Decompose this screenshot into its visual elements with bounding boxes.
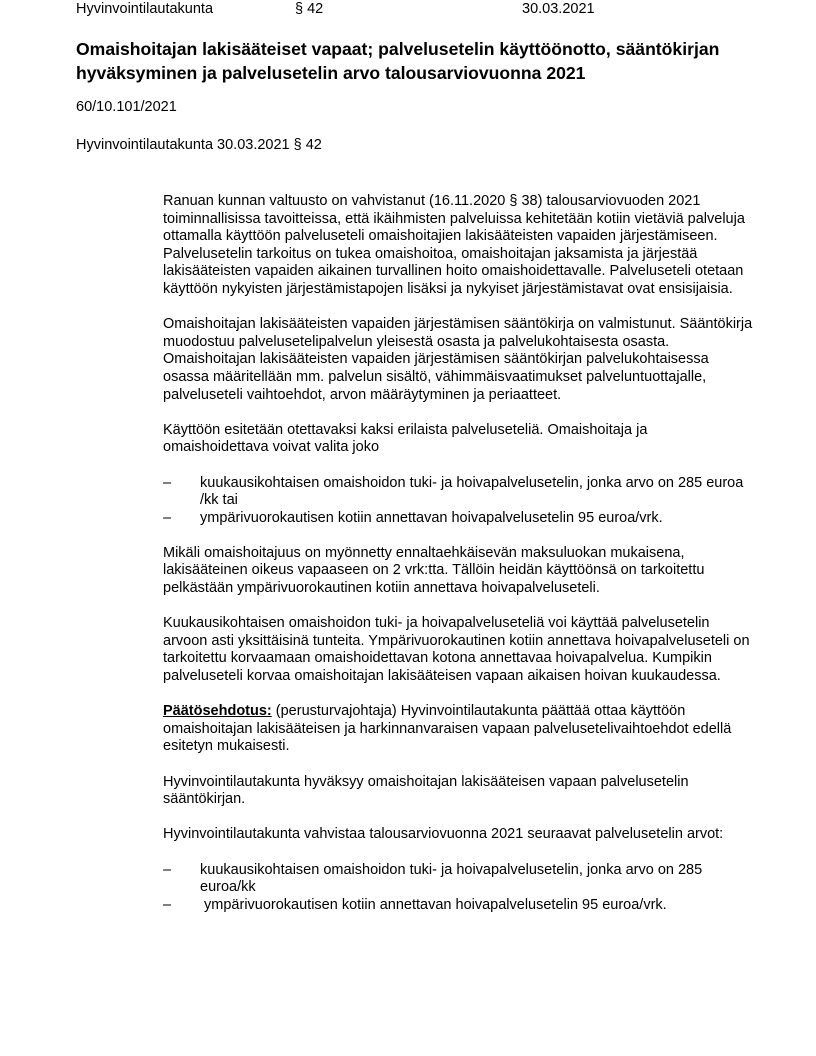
voucher-options-list xyxy=(163,475,753,528)
paragraph-usage: Kuukausikohtaisen omaishoidon tuki- ja hoivapalveluseteliä voi käyttää palvelusetelin arvoon asti yksittäisinä tunteita. Ympärivuorokautinen kotiin annettava hoivapalveluseteli on tarkoitettu korvaamaan omaishoidettavan kotona annettavaa hoivapalvelua. Kumpikin palveluseteli korvaa omaishoitajan lakisääteisen vapaan aikaisen hoivan kuukaudessa. xyxy=(163,615,750,685)
dash-bullet: – xyxy=(163,861,172,878)
list-item: – kuukausikohtaisen omaishoidon tuki- ja hoivapalvelusetelin, jonka arvo on 285 euroa/kk xyxy=(163,861,703,896)
paragraph-approval: Hyvinvointilautakunta hyväksyy omaishoitajan lakisääteisen vapaan palvelusetelin sääntökirjan. xyxy=(163,773,689,808)
header-section: § 42 xyxy=(295,1,324,17)
list-item: – ympärivuorokautisen kotiin annettavan hoivapalvelusetelin 95 euroa/vrk. xyxy=(163,896,667,913)
document-body xyxy=(163,193,753,932)
document-title: Omaishoitajan lakisääteiset vapaat; palvelusetelin käyttöönotto, sääntökirjan hyväksyminen ja palvelusetelin arvo talousarviovuonna 2021 xyxy=(76,39,720,83)
paragraph-options-intro: Käyttöön esitetään otettavaksi kaksi erilaista palveluseteliä. Omaishoitaja ja omaishoidettava voivat valita joko xyxy=(163,421,648,456)
header-committee: Hyvinvointilautakunta xyxy=(76,1,214,17)
proposal-label: Päätösehdotus: xyxy=(163,703,272,720)
paragraph-proposal xyxy=(163,703,753,756)
meeting-line: Hyvinvointilautakunta 30.03.2021 § 42 xyxy=(76,137,322,153)
paragraph-values-intro: Hyvinvointilautakunta vahvistaa talousarviovuonna 2021 seuraavat palvelusetelin arvot: xyxy=(163,826,724,843)
reference-number: 60/10.101/2021 xyxy=(76,99,177,115)
paragraph-rulebook: Omaishoitajan lakisääteisten vapaiden järjestämisen sääntökirja on valmistunut. Sääntökirja muodostuu palvelusetelipalvelun yleisestä osasta ja palvelukohtaisesta osasta. Omaishoitajan lakisääteisten vapaiden järjestämisen sääntökirjan palvelukohtaisessa osassa määritellään mm. palvelun sisältö, vähimmäisvaatimukset palveluntuottajalle, palveluseteli vaihtoehdot, arvon määräytyminen ja periaatteet. xyxy=(163,316,753,403)
paragraph-preventive: Mikäli omaishoitajuus on myönnetty ennaltaehkäisevän maksuluokan mukaisena, lakisääteinen oikeus vapaaseen on 2 vrk:tta. Tällöin heidän käyttöönsä on tarkoitettu pelkästään ympärivuorokautinen kotiin annettava hoivapalveluseteli. xyxy=(163,544,705,597)
header-date: 30.03.2021 xyxy=(522,1,595,17)
list-item: – kuukausikohtaisen omaishoidon tuki- ja hoivapalvelusetelin, jonka arvo on 285 euroa /kk tai xyxy=(163,474,744,509)
dash-bullet: – xyxy=(163,474,172,491)
list-item: – ympärivuorokautisen kotiin annettavan hoivapalvelusetelin 95 euroa/vrk. xyxy=(163,509,663,526)
proposal-text: (perusturvajohtaja) Hyvinvointilautakunta päättää ottaa käyttöön omaishoitajan lakisääteisen ja harkinnanvaraisen vapaan palvelusetelivaihtoehdot edellä esitetyn mukaisesti. xyxy=(163,703,732,755)
voucher-values-list xyxy=(163,862,753,915)
dash-bullet: – xyxy=(163,896,172,913)
paragraph-background: Ranuan kunnan valtuusto on vahvistanut (16.11.2020 § 38) talousarviovuoden 2021 toiminnallisissa tavoitteissa, että ikäihmisten palveluissa kehitetään kotiin vietäviä palveluja ottamalla käyttöön palveluseteli omaishoitajien lakisääteisten vapaiden järjestämiseen. Palvelusetelin tarkoitus on tukea omaishoitoa, omaishoitajan jaksamista ja järjestää lakisääteisten vapaiden aikainen turvallinen hoito omaishoidettavalle. Palveluseteli otetaan käyttöön nykyisten järjestämistapojen lisäksi ja nykyiset järjestämistavat ovat ensisijaisia. xyxy=(163,193,745,297)
dash-bullet: – xyxy=(163,509,172,526)
